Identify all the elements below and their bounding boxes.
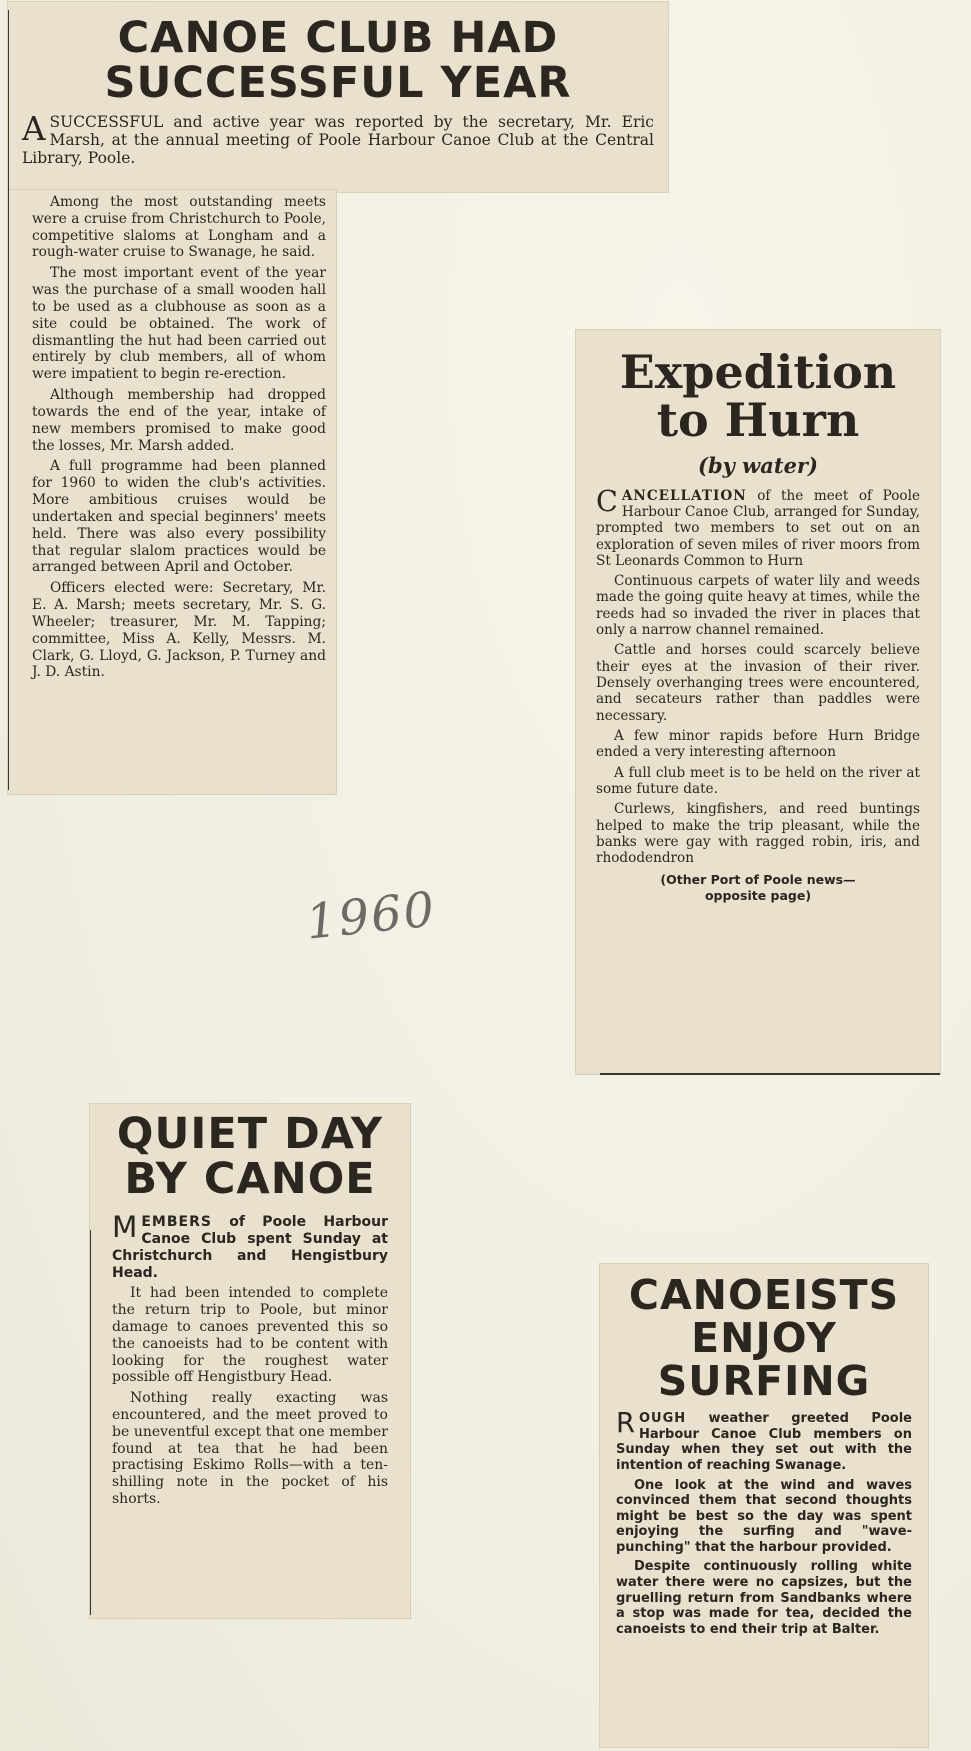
article4-paragraph: One look at the wind and waves convinced them that second thoughts might be best so the day was spent enjoying the surfing and "wave-punching" that the harbour provided. (616, 1477, 912, 1555)
article4-dropcap: R (616, 1408, 635, 1440)
article2-headline-line1: Expedition (619, 345, 897, 399)
article2-paragraph: A full club meet is to be held on the river at some future date. (596, 764, 920, 797)
article2-dropcap: C (596, 483, 618, 518)
article1-lede-text: SUCCESSFUL and active year was reported by the secretary, Mr. Eric Marsh, at the annual meeting of Poole Harbour Canoe Club at the Central Library, Poole. (22, 113, 654, 167)
article2-first-paragraph (596, 483, 921, 570)
article4-headline-line1: CANOEISTS (628, 1271, 900, 1319)
article1-paragraph: Among the most outstanding meets were a cruise from Christchurch to Poole, competitive slaloms at Longham and a rough-water cruise to Swanage, he said. (32, 194, 326, 261)
article2-note-line1: (Other Port of Poole news— (660, 872, 856, 888)
article3-headline-line1: QUIET DAY (116, 1109, 384, 1159)
article2-note (596, 872, 920, 903)
article2-headline-line2: to Hurn (656, 393, 860, 448)
article2-paragraph: Continuous carpets of water lily and weeds made the going quite heavy at times, while the reeds had so invaded the river in places that only a narrow channel remained. (596, 573, 920, 639)
article-expedition-to-hurn (576, 330, 940, 1074)
article2-body (576, 483, 940, 904)
article3-first-caps: EMBERS (141, 1214, 212, 1231)
article3-dropcap: M (112, 1210, 138, 1245)
article2-note-line2: opposite page) (704, 888, 812, 904)
article2-paragraph: Cattle and horses could scarcely believe their eyes at the invasion of their river. Densely overhanging trees were encountered, and secateurs rather than paddles were necessary. (596, 642, 920, 724)
article2-headline (576, 330, 940, 448)
article-canoeists-enjoy-surfing (600, 1264, 928, 1747)
article3-body (90, 1202, 410, 1508)
article4-headline-line2: ENJOY (691, 1314, 837, 1363)
article1-headline: CANOE CLUB HAD SUCCESSFUL YEAR (104, 13, 572, 109)
article3-paragraph: Nothing really exacting was encountered, and the meet proved to be uneventful except that one member found at tea that he had been practising Eskimo Rolls—with a ten-shilling note in the pocket of his shorts. (112, 1390, 388, 1508)
article4-first-caps: OUGH (638, 1411, 687, 1427)
article2-paragraph: Curlews, kingfishers, and reed buntings helped to make the trip pleasant, while the banks were gay with ragged robin, iris, and rhododendron (596, 801, 920, 867)
article4-paragraph: Despite continuously rolling white water there were no capsizes, but the gruelling return from Sandbanks where a stop was made for tea, decided the canoeists to end their trip at Balter. (616, 1559, 912, 1637)
article1-paragraph: A full programme had been planned for 1960 to widen the club's activities. More ambitious cruises would be undertaken and special beginners' meets held. There was also every possibility that regular slalom practices would be arranged between April and October. (32, 458, 326, 576)
article1-paragraph: The most important event of the year was the purchase of a small wooden hall to be used as a clubhouse as soon as a site could be obtained. The work of dismantling the hut had been carried out entirely by club members, all of whom were impatient to begin re-erection. (32, 265, 326, 383)
article3-left-rule (90, 1230, 91, 1615)
article3-paragraph: It had been intended to complete the return trip to Poole, but minor damage to canoes prevented this so the canoeists had to be content with looking for the roughest water possible off Hengistbury Head. (112, 1285, 388, 1386)
article1-lede (8, 106, 668, 167)
handwritten-year: 1960 (303, 881, 439, 951)
article4-first-rest: weather greeted Poole Harbour Canoe Club members on Sunday when they set out with the intention of reaching Swanage. (616, 1411, 912, 1473)
article1-left-rule (8, 10, 9, 790)
article1-paragraph: Officers elected were: Secretary, Mr. E. A. Marsh; meets secretary, Mr. S. G. Wheeler; treasurer, Mr. M. Tapping; committee, Miss A. Kelly, Messrs. M. Clark, G. Lloyd, G. Jackson, P. Turney and J. D. Astin. (32, 580, 326, 681)
article2-bottom-rule (600, 1073, 940, 1075)
article-canoe-club-head (8, 2, 668, 192)
article4-body (600, 1403, 928, 1637)
article1-body (8, 190, 336, 681)
article3-first-rest: of Poole Harbour Canoe Club spent Sunday at Christchurch and Hengistbury Head. (112, 1214, 389, 1281)
article-canoe-club-body (8, 190, 336, 794)
article2-first-rest: of the meet of Poole Harbour Canoe Club, arranged for Sunday, prompted two members to set out on an exploration of seven miles of river moors from St Leonards Common to Hurn (596, 487, 921, 569)
article3-first-paragraph (112, 1210, 389, 1281)
article2-first-caps: ANCELLATION (621, 487, 747, 504)
article2-paragraph: A few minor rapids before Hurn Bridge ended a very interesting afternoon (596, 727, 920, 761)
article1-paragraph: Although membership had dropped towards the end of the year, intake of new members promised to make good the losses, Mr. Marsh added. (32, 387, 326, 454)
article4-headline (600, 1264, 928, 1406)
article1-dropcap: A (22, 110, 46, 149)
article4-first-paragraph (616, 1408, 912, 1473)
article2-subhead: (by water) (698, 452, 818, 478)
article3-headline-line2: BY CANOE (124, 1154, 376, 1205)
article3-headline (90, 1104, 410, 1205)
article-quiet-day-by-canoe (90, 1104, 410, 1618)
article4-headline-line3: SURFING (657, 1357, 871, 1406)
